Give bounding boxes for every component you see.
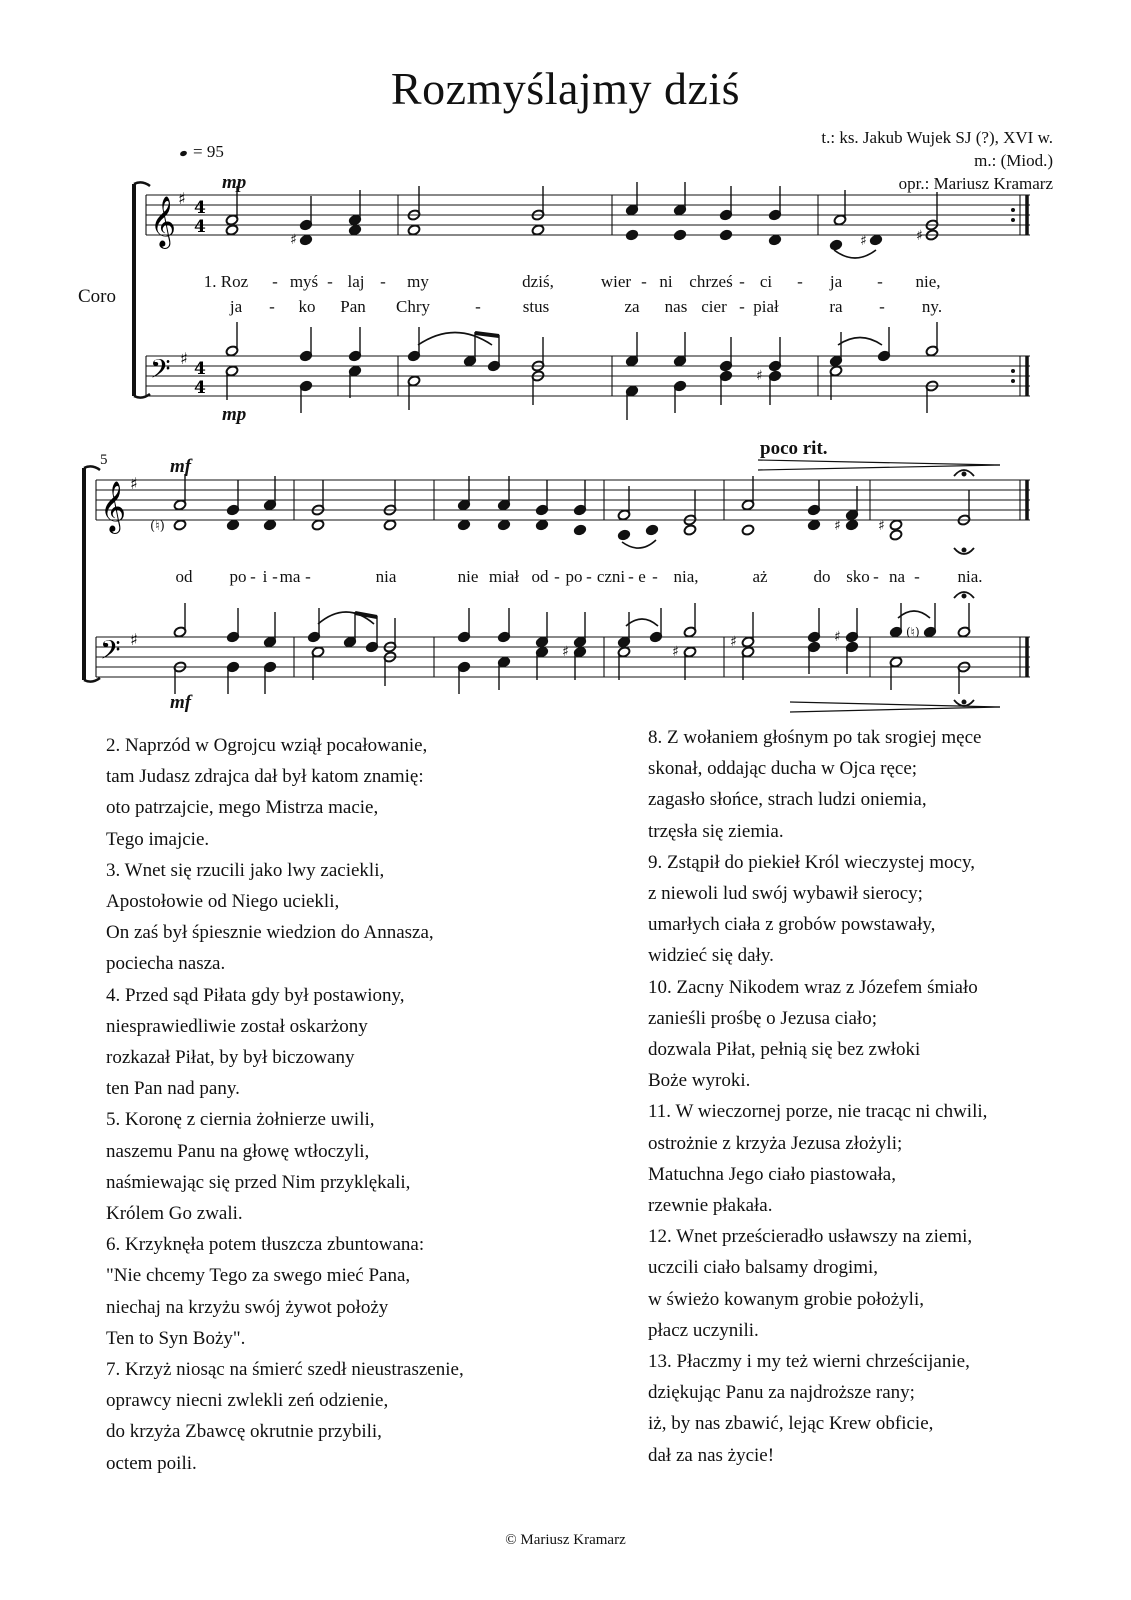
verse-line: uczcili ciało balsamy drogimi, [648,1257,879,1279]
lyric-syllable: nie, [915,272,941,291]
verse-line: 10. Zacny Nikodem wraz z Józefem śmiało [648,976,978,998]
verse-line: skonał, oddając ducha w Ojca ręce; [648,758,918,780]
lyric-hyphen: - [877,272,883,291]
verse-line: 5. Koronę z ciernia żołnierze uwili, [106,1109,375,1131]
lyric-syllable: dziś, [522,272,554,291]
verse-line: naśmiewając się przed Nim przyklękali, [106,1171,411,1193]
arranger-credit: opr.: Mariusz Kramarz [898,174,1053,193]
lyric-hyphen: - [272,272,278,291]
verse-line: 13. Płaczmy i my też wierni chrześcijanie, [648,1351,970,1373]
lyric-syllable: nie [457,567,479,586]
notes-upper-2 [150,470,974,554]
verse-line: pociecha nasza. [106,953,226,975]
lyric-hyphen: - [272,567,278,586]
lyric-syllable: od [175,567,193,586]
lyric-syllable: Chry [396,297,430,316]
treble-staff-1 [146,195,1030,235]
verse-line: 6. Krzyknęła potem tłuszcza zbuntowana: [106,1234,425,1256]
svg-text:♯: ♯ [672,644,679,660]
sharp-icon: ♯ [178,189,186,208]
verse-line: dozwala Piłat, pełnią się bez zwłoki [648,1039,921,1061]
lyric-hyphen: - [554,567,560,586]
lyric-syllable: ko [298,297,316,316]
lyric-hyphen: - [652,567,658,586]
lyric-syllable: na [888,567,906,586]
lyric-syllable: za [624,297,640,316]
lyric-syllable: Pan [340,297,366,316]
lyric-hyphen: - [914,567,920,586]
lyric-syllable: ja [229,297,243,316]
system-number: 5 [100,452,108,468]
verse-line: Tego imajcie. [106,828,210,850]
tempo-value: = 95 [193,142,224,161]
lyric-hyphen: - [641,272,647,291]
lyric-syllable: nia [375,567,397,586]
bass-clef-icon: 𝄢 [150,353,171,391]
lyric-hyphen: - [269,297,275,316]
lyric-syllable: ja [829,272,843,291]
lyric-syllable: aż [752,567,768,586]
svg-text:♯: ♯ [860,233,867,249]
svg-text:♯: ♯ [834,518,841,534]
verse-line: Ten to Syn Boży". [106,1327,246,1349]
svg-text:♯: ♯ [562,644,569,660]
lyric-syllable: ra [829,297,843,316]
lyric-hyphen: - [475,297,481,316]
verse-line: trzęsła się ziemia. [648,820,784,842]
verse-line: oprawcy niecni zwlekli zeń odzienie, [106,1390,389,1412]
verse-line: 4. Przed sąd Piłata gdy był postawiony, [106,984,405,1006]
verses-left-column [106,730,464,1479]
treble-staff-2 [96,480,1030,520]
verse-line: niesprawiedliwie został oskarżony [106,1015,368,1037]
svg-text:♯: ♯ [730,634,737,650]
lyric-syllable: sko [846,567,870,586]
dynamic-mf-upper: mf [170,456,192,477]
lyric-syllable: my [407,272,429,291]
sharp-icon: ♯ [130,474,138,493]
system-2 [84,460,1030,712]
composer-credit: m.: (Miod.) [974,151,1053,170]
verse-line: 7. Krzyż niosąc na śmierć szedł nieustraszenie, [106,1359,464,1381]
verse-line: umarłych ciała z grobów powstawały, [648,914,936,936]
svg-text:(♮): (♮) [150,519,165,534]
lyric-syllable: myś [289,272,319,291]
notes-upper-1 [225,182,939,258]
music-score [0,0,1131,720]
lyric-syllable: piał [753,297,779,316]
verse-line: zanieśli prośbę o Jezusa ciało; [648,1007,877,1029]
lyric-syllable: po [565,567,583,586]
verse-line: z niewoli lud swój wybawił sierocy; [648,883,923,905]
lyric-syllable: chrześ [689,272,733,291]
dynamic-mp-upper: mp [222,172,247,193]
lyric-syllable: po [229,567,247,586]
svg-text:♯: ♯ [878,518,885,534]
dynamic-mf-lower: mf [170,692,192,713]
verse-line: iż, by nas zbawić, lejąc Krew obficie, [648,1413,934,1435]
copyright-notice: © Mariusz Kramarz [505,1532,626,1548]
verse-line: dał za nas życie! [648,1444,775,1466]
verse-line: dziękując Panu za najdroższe rany; [648,1382,915,1404]
poco-rit-marking: poco rit. [760,438,828,459]
verse-line: zagasło słońce, strach ludzi oniemia, [648,789,927,811]
lyric-hyphen: - [739,297,745,316]
treble-clef-icon: 𝄞 [150,196,177,247]
lyric-syllable: od [531,567,549,586]
lyric-hyphen: - [250,567,256,586]
lyric-hyphen: - [873,567,879,586]
notes-lower-1 [225,322,939,420]
verse-line: ostrożnie z krzyża Jezusa złożyli; [648,1132,903,1154]
verse-line: 9. Zstąpił do piekieł Król wieczystej mocy, [648,851,975,873]
svg-text:(♮): (♮) [906,625,920,639]
lyric-syllable: nia, [673,567,699,586]
lyric-syllable: wier [600,272,632,291]
svg-text:♯: ♯ [290,232,297,248]
verse-line: niechaj na krzyżu swój żywot położy [106,1296,389,1318]
sharp-icon: ♯ [180,349,188,368]
verse-line: ten Pan nad pany. [106,1078,240,1100]
verse-line: w świeżo kowanym grobie położyli, [648,1288,924,1310]
lyric-syllable: miał [488,567,520,586]
verse-line: rzewnie płakała. [648,1195,773,1217]
treble-clef-icon: 𝄞 [100,481,127,532]
lyric-syllable: stus [522,297,550,316]
verse-line: tam Judasz zdrajca dał był katom znamię: [106,766,424,788]
lyric-syllable: ma [279,567,301,586]
time-signature-bottom: 4 [194,378,206,398]
diminuendo-hairpin [758,460,1000,712]
lyric-syllable: do [813,567,831,586]
time-signature-top: 4 [194,198,206,218]
verse-line: płacz uczynili. [648,1319,759,1341]
lyric-syllable: nas [664,297,688,316]
lyric-syllable: i [262,567,268,586]
verse-line: 3. Wnet się rzucili jako lwy zaciekli, [106,859,385,881]
lyric-hyphen: - [797,272,803,291]
verse-line: Apostołowie od Niego uciekli, [106,891,340,913]
svg-text:♯: ♯ [834,629,841,645]
lyric-syllable: e [638,567,646,586]
verse-line: rozkazał Piłat, by był biczowany [106,1047,355,1069]
lyric-syllable: laj [347,272,365,291]
lyric-hyphen: - [628,567,634,586]
lyric-hyphen: - [327,272,333,291]
system-1 [134,182,1030,420]
verse-line: 2. Naprzód w Ogrojcu wziął pocałowanie, [106,735,428,756]
verse-line: do krzyża Zbawcę okrutnie przybili, [106,1421,382,1443]
verse-line: widzieć się dały. [648,945,774,967]
verse-line: octem poili. [106,1452,197,1474]
verse-line: oto patrzajcie, mego Mistrza macie, [106,797,379,819]
verse-line: On zaś był śpiesznie wiedzion do Annasza, [106,922,434,944]
lyric-syllable: ny. [921,297,943,316]
verse-line: 8. Z wołaniem głośnym po tak srogiej męce [648,727,982,748]
time-signature-bottom: 4 [194,217,206,237]
svg-text:♯: ♯ [916,228,923,244]
verse-line: Królem Go zwali. [106,1203,243,1225]
lyric-hyphen: - [586,567,592,586]
verse-line: 12. Wnet prześcieradło usławszy na ziemi, [648,1226,973,1248]
verse-line: 11. W wieczornej porze, nie tracąc ni chwili, [648,1101,988,1123]
page-title: Rozmyślajmy dziś [390,63,741,114]
lyric-syllable: czni [596,567,626,586]
lyric-syllable: ci [759,272,773,291]
bass-clef-icon: 𝄢 [100,634,121,672]
sharp-icon: ♯ [130,630,138,649]
lyric-hyphen: - [879,297,885,316]
verse-line: Matuchna Jego ciało piastowała, [648,1163,896,1185]
lyricist-credit: t.: ks. Jakub Wujek SJ (?), XVI w. [821,128,1053,147]
dynamic-mp-lower: mp [222,404,247,425]
bass-staff-1 [146,356,1030,396]
lyric-syllable: nia. [957,567,983,586]
lyric-hyphen: - [739,272,745,291]
verse-line: "Nie chcemy Tego za swego mieć Pana, [106,1265,411,1287]
verses-right-column [648,722,987,1471]
instrument-name: Coro [78,286,116,307]
verse-line: naszemu Panu na głowę wtłoczyli, [106,1140,370,1162]
time-signature-top: 4 [194,359,206,379]
lyric-hyphen: - [305,567,311,586]
svg-text:♯: ♯ [756,368,763,384]
lyric-syllable: ni [659,272,673,291]
lyric-syllable: 1. Roz [203,272,249,291]
lyric-hyphen: - [380,272,386,291]
verse-line: Boże wyroki. [648,1070,751,1092]
lyric-syllable: cier [701,297,727,316]
notes-lower-2 [173,592,974,706]
